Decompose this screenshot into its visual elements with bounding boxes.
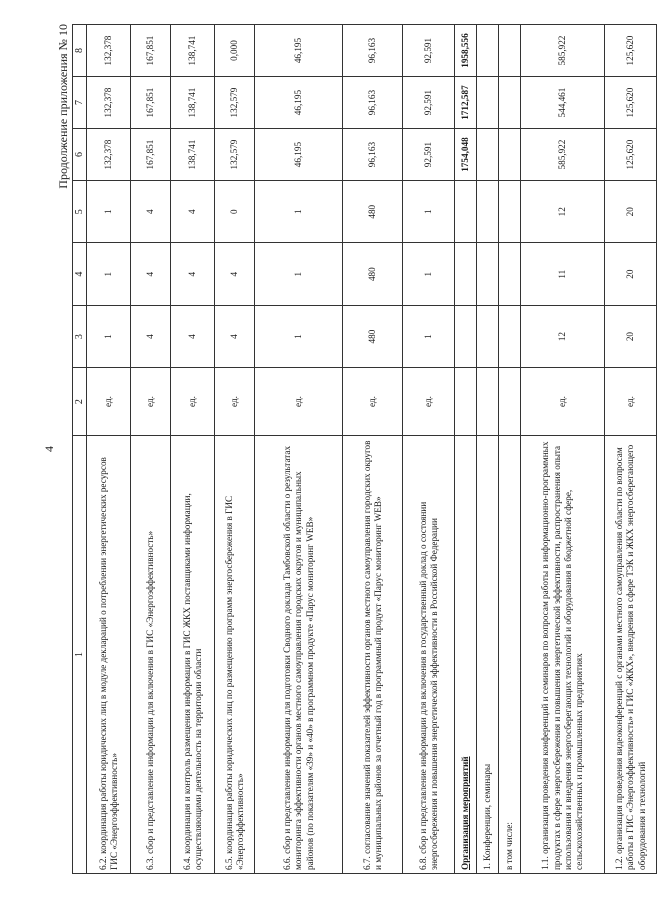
column-header: 8 bbox=[73, 25, 87, 77]
column-header: 7 bbox=[73, 77, 87, 129]
value-cell bbox=[499, 129, 521, 181]
header-row bbox=[73, 25, 87, 874]
row-label-cell: 6.2. координация работы юридических лиц в модуле деклараций о потреблении энергетических ресурсов ГИС «Энергоэффективность» bbox=[87, 435, 131, 873]
value-cell: 480 bbox=[343, 305, 403, 367]
value-cell bbox=[499, 305, 521, 367]
row-label-cell: в том числе: bbox=[499, 435, 521, 873]
value-cell: 4 bbox=[171, 181, 215, 243]
row-label-cell: 6.4. координация и контроль размещения информации в ГИС ЖКХ поставщиками информации, осуществляющими деятельность на территории области bbox=[171, 435, 215, 873]
value-cell: 1 bbox=[255, 305, 343, 367]
value-cell: 4 bbox=[215, 305, 255, 367]
value-cell bbox=[455, 305, 477, 367]
unit-cell: ед. bbox=[343, 368, 403, 436]
value-cell: 132,579 bbox=[215, 129, 255, 181]
value-cell: 46,195 bbox=[255, 77, 343, 129]
value-cell: 132,378 bbox=[87, 129, 131, 181]
value-cell: 125,620 bbox=[605, 77, 657, 129]
row-label-cell: Организация мероприятий bbox=[455, 435, 477, 873]
value-cell: 20 bbox=[605, 181, 657, 243]
column-header: 6 bbox=[73, 129, 87, 181]
value-cell: 96,163 bbox=[343, 129, 403, 181]
unit-cell: ед. bbox=[521, 368, 605, 436]
table-row bbox=[343, 25, 403, 874]
value-cell bbox=[477, 181, 499, 243]
value-cell: 132,579 bbox=[215, 77, 255, 129]
value-cell: 20 bbox=[605, 305, 657, 367]
value-cell: 96,163 bbox=[343, 25, 403, 77]
value-cell: 138,741 bbox=[171, 129, 215, 181]
table-row bbox=[477, 25, 499, 874]
value-cell: 132,378 bbox=[87, 25, 131, 77]
value-cell: 0 bbox=[215, 181, 255, 243]
table-body bbox=[87, 25, 657, 874]
value-cell: 1712,587 bbox=[455, 77, 477, 129]
value-cell bbox=[499, 77, 521, 129]
value-cell bbox=[455, 243, 477, 305]
value-cell: 12 bbox=[521, 181, 605, 243]
value-cell: 12 bbox=[521, 305, 605, 367]
row-label-cell: 6.6. сбор и представление информации для подготовки Сводного доклада Тамбовской области о результатах мониторинга эффективности органов местного самоуправления городских округов и муниципальных районов (по показателям «39» и «40» в программном продукте «Парус мониторинг WEB» bbox=[255, 435, 343, 873]
value-cell: 1 bbox=[87, 243, 131, 305]
value-cell bbox=[455, 181, 477, 243]
unit-cell: ед. bbox=[255, 368, 343, 436]
value-cell: 1 bbox=[255, 243, 343, 305]
rotated-content bbox=[42, 24, 647, 874]
value-cell: 11 bbox=[521, 243, 605, 305]
value-cell: 125,620 bbox=[605, 129, 657, 181]
row-label-cell: 6.7. согласование значений показателей эффективности органов местного самоуправления городских округов и муниципальных районов за отчетный год в программный продукт «Парус мониторинг WEB» bbox=[343, 435, 403, 873]
table-row bbox=[215, 25, 255, 874]
value-cell bbox=[499, 243, 521, 305]
value-cell bbox=[477, 305, 499, 367]
column-header: 5 bbox=[73, 181, 87, 243]
unit-cell bbox=[477, 368, 499, 436]
table-row bbox=[255, 25, 343, 874]
value-cell: 1 bbox=[87, 181, 131, 243]
value-cell: 46,195 bbox=[255, 129, 343, 181]
unit-cell bbox=[455, 368, 477, 436]
unit-cell: ед. bbox=[403, 368, 455, 436]
table-row bbox=[87, 25, 131, 874]
value-cell: 46,195 bbox=[255, 25, 343, 77]
value-cell: 167,851 bbox=[131, 77, 171, 129]
row-label-cell: 6.8. сбор и представление информации для включения в государственный доклад о состоянии энергосбережения и повышения энергетической эффективности в Российской Федерации bbox=[403, 435, 455, 873]
column-header: 4 bbox=[73, 243, 87, 305]
value-cell: 585,922 bbox=[521, 25, 605, 77]
column-header: 1 bbox=[73, 435, 87, 873]
value-cell: 1 bbox=[403, 243, 455, 305]
value-cell: 92,591 bbox=[403, 25, 455, 77]
value-cell: 20 bbox=[605, 243, 657, 305]
value-cell: 1754,048 bbox=[455, 129, 477, 181]
value-cell: 96,163 bbox=[343, 77, 403, 129]
value-cell: 125,620 bbox=[605, 25, 657, 77]
value-cell: 138,741 bbox=[171, 77, 215, 129]
data-table bbox=[72, 24, 657, 874]
value-cell: 480 bbox=[343, 181, 403, 243]
unit-cell: ед. bbox=[215, 368, 255, 436]
value-cell: 480 bbox=[343, 243, 403, 305]
table-row bbox=[605, 25, 657, 874]
value-cell: 544,461 bbox=[521, 77, 605, 129]
table-row bbox=[499, 25, 521, 874]
table-row bbox=[171, 25, 215, 874]
unit-cell: ед. bbox=[131, 368, 171, 436]
value-cell: 1 bbox=[403, 181, 455, 243]
value-cell: 92,591 bbox=[403, 77, 455, 129]
table-row bbox=[521, 25, 605, 874]
row-label-cell: 6.5. координация работы юридических лиц по размещению программ энергосбережения в ГИС «Энергоэффективность» bbox=[215, 435, 255, 873]
column-header: 2 bbox=[73, 368, 87, 436]
value-cell: 138,741 bbox=[171, 25, 215, 77]
table-row bbox=[455, 25, 477, 874]
value-cell: 4 bbox=[171, 305, 215, 367]
value-cell: 4 bbox=[131, 243, 171, 305]
value-cell: 0,000 bbox=[215, 25, 255, 77]
page-number: 4 bbox=[42, 446, 56, 452]
unit-cell bbox=[499, 368, 521, 436]
value-cell: 1958,556 bbox=[455, 25, 477, 77]
value-cell bbox=[477, 243, 499, 305]
unit-cell: ед. bbox=[87, 368, 131, 436]
table-row bbox=[403, 25, 455, 874]
value-cell: 92,591 bbox=[403, 129, 455, 181]
continuation-label: Продолжение приложения № 10 bbox=[56, 24, 70, 189]
value-cell: 4 bbox=[171, 243, 215, 305]
unit-cell: ед. bbox=[605, 368, 657, 436]
row-label-cell: 1.1. организация проведения конференций и семинаров по вопросам работы в информационно-программных продуктах в сфере энергосбережения и повышения энергетической эффективности, распространения опыта использования и внедрения энергосберегающих технологий и оборудования в бюджетной сфере, сельскохозяйственных и промышленных предприятиях bbox=[521, 435, 605, 873]
row-label-cell: 1.2. организация проведения видеоконференций с органами местного самоуправления области по вопросам работы в ГИС «Энергоэффективность» и ГИС «ЖКХ», внедрения в сфере ТЭК и ЖКХ энергосберегающего оборудования и технологий bbox=[605, 435, 657, 873]
value-cell: 4 bbox=[131, 181, 171, 243]
value-cell: 4 bbox=[131, 305, 171, 367]
value-cell: 1 bbox=[255, 181, 343, 243]
value-cell: 167,851 bbox=[131, 25, 171, 77]
table-row bbox=[131, 25, 171, 874]
value-cell bbox=[499, 181, 521, 243]
value-cell: 167,851 bbox=[131, 129, 171, 181]
value-cell: 585,922 bbox=[521, 129, 605, 181]
value-cell: 1 bbox=[403, 305, 455, 367]
value-cell bbox=[499, 25, 521, 77]
unit-cell: ед. bbox=[171, 368, 215, 436]
value-cell bbox=[477, 129, 499, 181]
row-label-cell: 1. Конференции, семинары bbox=[477, 435, 499, 873]
value-cell bbox=[477, 25, 499, 77]
column-header: 3 bbox=[73, 305, 87, 367]
value-cell: 4 bbox=[215, 243, 255, 305]
value-cell: 132,378 bbox=[87, 77, 131, 129]
row-label-cell: 6.3. сбор и представление информации для включения в ГИС «Энергоэффективность» bbox=[131, 435, 171, 873]
value-cell: 1 bbox=[87, 305, 131, 367]
value-cell bbox=[477, 77, 499, 129]
